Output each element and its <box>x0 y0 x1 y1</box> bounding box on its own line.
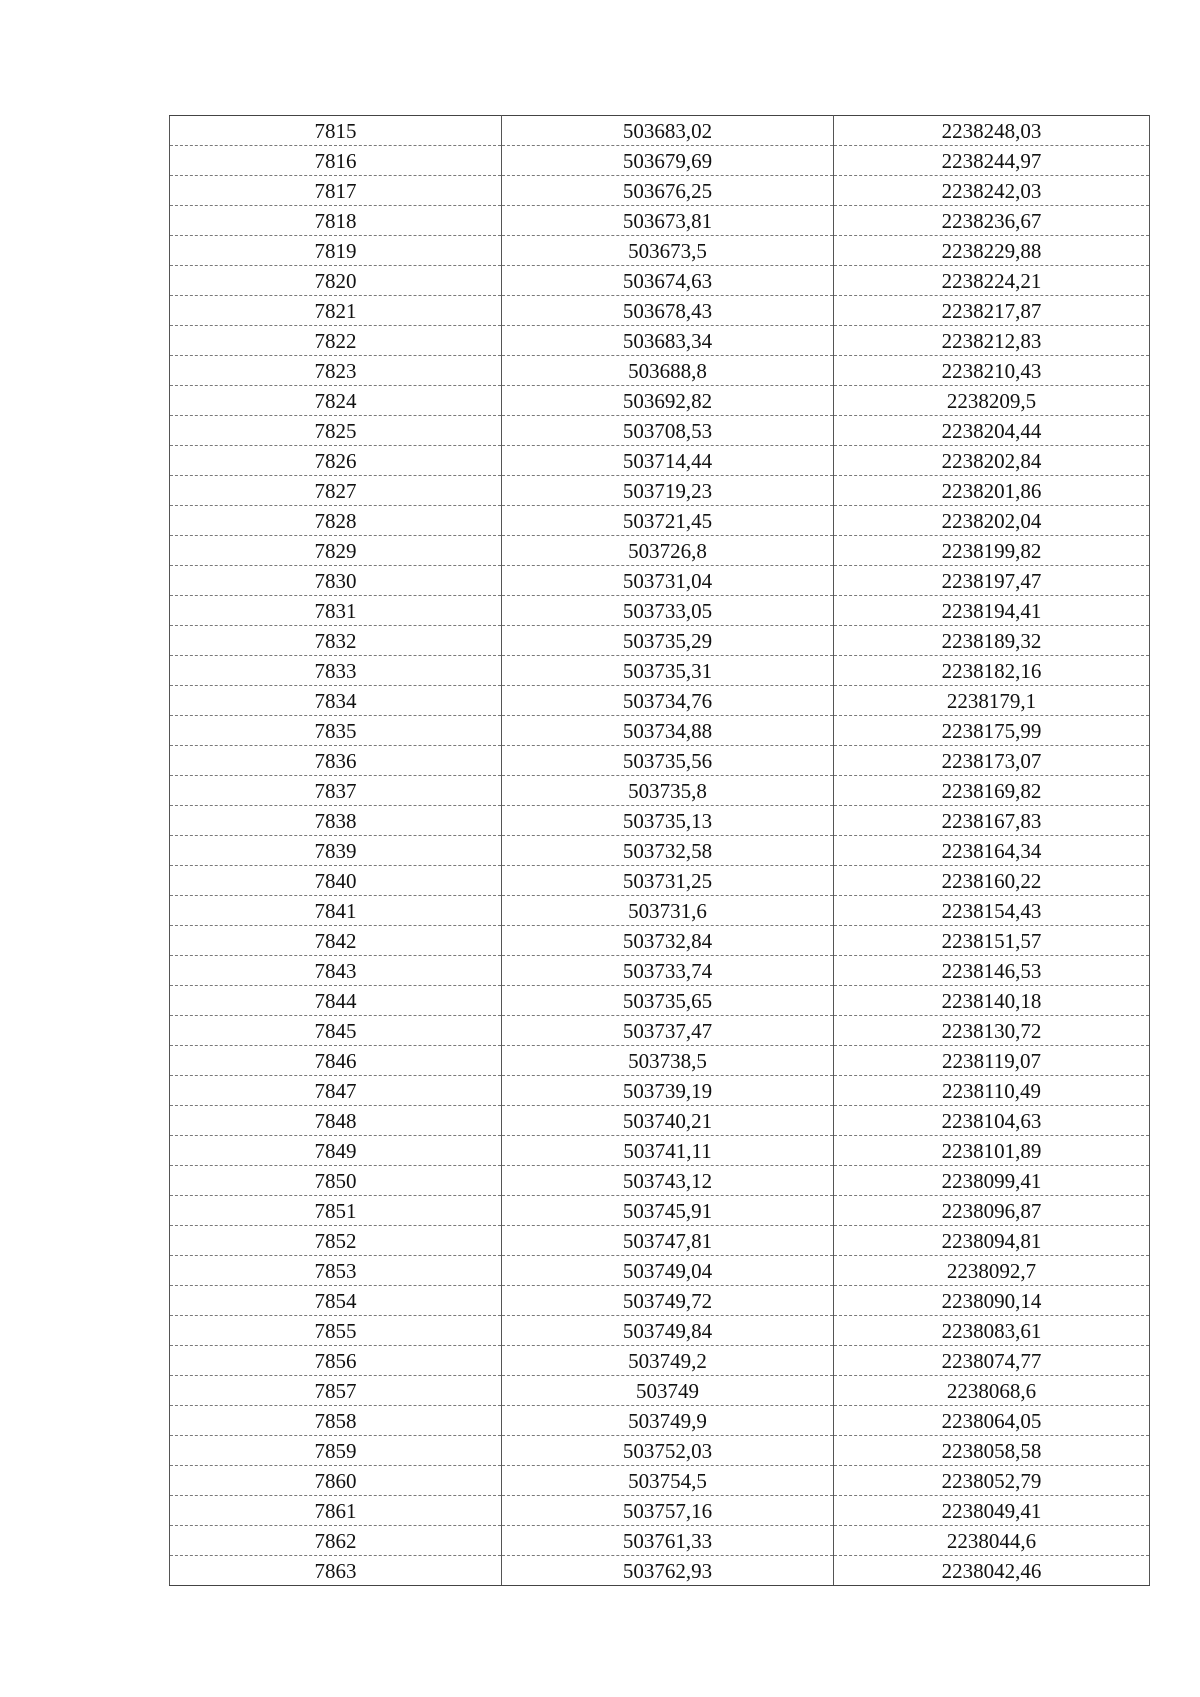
table-row <box>170 1376 1150 1406</box>
point-number-cell: 7833 <box>170 656 502 686</box>
point-number-cell: 7844 <box>170 986 502 1016</box>
point-number-cell: 7819 <box>170 236 502 266</box>
y-coordinate-cell: 2238130,72 <box>834 1016 1150 1046</box>
x-coordinate-cell: 503738,5 <box>502 1046 834 1076</box>
x-coordinate-cell: 503679,69 <box>502 146 834 176</box>
table-row <box>170 356 1150 386</box>
y-coordinate-cell: 2238044,6 <box>834 1526 1150 1556</box>
x-coordinate-cell: 503739,19 <box>502 1076 834 1106</box>
point-number-cell: 7845 <box>170 1016 502 1046</box>
table-row <box>170 1046 1150 1076</box>
x-coordinate-cell: 503726,8 <box>502 536 834 566</box>
point-number-cell: 7836 <box>170 746 502 776</box>
x-coordinate-cell: 503731,25 <box>502 866 834 896</box>
table-row <box>170 1436 1150 1466</box>
x-coordinate-cell: 503749,72 <box>502 1286 834 1316</box>
table-row <box>170 686 1150 716</box>
x-coordinate-cell: 503745,91 <box>502 1196 834 1226</box>
y-coordinate-cell: 2238212,83 <box>834 326 1150 356</box>
table-row <box>170 1016 1150 1046</box>
y-coordinate-cell: 2238199,82 <box>834 536 1150 566</box>
x-coordinate-cell: 503749 <box>502 1376 834 1406</box>
point-number-cell: 7823 <box>170 356 502 386</box>
table-row <box>170 1286 1150 1316</box>
y-coordinate-cell: 2238175,99 <box>834 716 1150 746</box>
x-coordinate-cell: 503741,11 <box>502 1136 834 1166</box>
x-coordinate-cell: 503740,21 <box>502 1106 834 1136</box>
x-coordinate-cell: 503735,31 <box>502 656 834 686</box>
y-coordinate-cell: 2238197,47 <box>834 566 1150 596</box>
y-coordinate-cell: 2238104,63 <box>834 1106 1150 1136</box>
table-row <box>170 956 1150 986</box>
point-number-cell: 7825 <box>170 416 502 446</box>
x-coordinate-cell: 503749,04 <box>502 1256 834 1286</box>
point-number-cell: 7849 <box>170 1136 502 1166</box>
point-number-cell: 7824 <box>170 386 502 416</box>
point-number-cell: 7841 <box>170 896 502 926</box>
x-coordinate-cell: 503673,5 <box>502 236 834 266</box>
y-coordinate-cell: 2238094,81 <box>834 1226 1150 1256</box>
x-coordinate-cell: 503732,58 <box>502 836 834 866</box>
table-row <box>170 1256 1150 1286</box>
table-row <box>170 656 1150 686</box>
y-coordinate-cell: 2238210,43 <box>834 356 1150 386</box>
y-coordinate-cell: 2238167,83 <box>834 806 1150 836</box>
x-coordinate-cell: 503737,47 <box>502 1016 834 1046</box>
point-number-cell: 7846 <box>170 1046 502 1076</box>
table-row <box>170 536 1150 566</box>
y-coordinate-cell: 2238083,61 <box>834 1316 1150 1346</box>
x-coordinate-cell: 503743,12 <box>502 1166 834 1196</box>
point-number-cell: 7835 <box>170 716 502 746</box>
x-coordinate-cell: 503714,44 <box>502 446 834 476</box>
y-coordinate-cell: 2238204,44 <box>834 416 1150 446</box>
table-row <box>170 296 1150 326</box>
table-row <box>170 1556 1150 1586</box>
point-number-cell: 7855 <box>170 1316 502 1346</box>
point-number-cell: 7838 <box>170 806 502 836</box>
x-coordinate-cell: 503747,81 <box>502 1226 834 1256</box>
point-number-cell: 7854 <box>170 1286 502 1316</box>
table-row <box>170 1226 1150 1256</box>
x-coordinate-cell: 503761,33 <box>502 1526 834 1556</box>
table-row <box>170 1106 1150 1136</box>
x-coordinate-cell: 503749,84 <box>502 1316 834 1346</box>
point-number-cell: 7832 <box>170 626 502 656</box>
x-coordinate-cell: 503752,03 <box>502 1436 834 1466</box>
y-coordinate-cell: 2238194,41 <box>834 596 1150 626</box>
x-coordinate-cell: 503734,76 <box>502 686 834 716</box>
y-coordinate-cell: 2238042,46 <box>834 1556 1150 1586</box>
table-row <box>170 476 1150 506</box>
point-number-cell: 7850 <box>170 1166 502 1196</box>
x-coordinate-cell: 503676,25 <box>502 176 834 206</box>
x-coordinate-cell: 503683,34 <box>502 326 834 356</box>
y-coordinate-cell: 2238179,1 <box>834 686 1150 716</box>
table-row <box>170 1526 1150 1556</box>
y-coordinate-cell: 2238140,18 <box>834 986 1150 1016</box>
table-row <box>170 326 1150 356</box>
point-number-cell: 7851 <box>170 1196 502 1226</box>
x-coordinate-cell: 503735,13 <box>502 806 834 836</box>
point-number-cell: 7828 <box>170 506 502 536</box>
point-number-cell: 7821 <box>170 296 502 326</box>
point-number-cell: 7852 <box>170 1226 502 1256</box>
point-number-cell: 7859 <box>170 1436 502 1466</box>
y-coordinate-cell: 2238068,6 <box>834 1376 1150 1406</box>
y-coordinate-cell: 2238202,84 <box>834 446 1150 476</box>
point-number-cell: 7848 <box>170 1106 502 1136</box>
y-coordinate-cell: 2238049,41 <box>834 1496 1150 1526</box>
y-coordinate-cell: 2238169,82 <box>834 776 1150 806</box>
point-number-cell: 7820 <box>170 266 502 296</box>
y-coordinate-cell: 2238096,87 <box>834 1196 1150 1226</box>
x-coordinate-cell: 503733,05 <box>502 596 834 626</box>
point-number-cell: 7861 <box>170 1496 502 1526</box>
y-coordinate-cell: 2238119,07 <box>834 1046 1150 1076</box>
y-coordinate-cell: 2238151,57 <box>834 926 1150 956</box>
table-row <box>170 896 1150 926</box>
x-coordinate-cell: 503733,74 <box>502 956 834 986</box>
table-row <box>170 386 1150 416</box>
point-number-cell: 7817 <box>170 176 502 206</box>
coordinates-table-body <box>170 116 1150 1586</box>
table-row <box>170 416 1150 446</box>
table-row <box>170 926 1150 956</box>
y-coordinate-cell: 2238092,7 <box>834 1256 1150 1286</box>
table-row <box>170 506 1150 536</box>
table-row <box>170 1196 1150 1226</box>
x-coordinate-cell: 503674,63 <box>502 266 834 296</box>
y-coordinate-cell: 2238217,87 <box>834 296 1150 326</box>
table-row <box>170 626 1150 656</box>
point-number-cell: 7830 <box>170 566 502 596</box>
x-coordinate-cell: 503678,43 <box>502 296 834 326</box>
y-coordinate-cell: 2238202,04 <box>834 506 1150 536</box>
y-coordinate-cell: 2238189,32 <box>834 626 1150 656</box>
y-coordinate-cell: 2238236,67 <box>834 206 1150 236</box>
point-number-cell: 7843 <box>170 956 502 986</box>
table-row <box>170 1316 1150 1346</box>
table-row <box>170 1406 1150 1436</box>
point-number-cell: 7853 <box>170 1256 502 1286</box>
table-row <box>170 266 1150 296</box>
point-number-cell: 7847 <box>170 1076 502 1106</box>
y-coordinate-cell: 2238201,86 <box>834 476 1150 506</box>
point-number-cell: 7837 <box>170 776 502 806</box>
y-coordinate-cell: 2238173,07 <box>834 746 1150 776</box>
x-coordinate-cell: 503762,93 <box>502 1556 834 1586</box>
table-row <box>170 716 1150 746</box>
x-coordinate-cell: 503735,56 <box>502 746 834 776</box>
y-coordinate-cell: 2238154,43 <box>834 896 1150 926</box>
y-coordinate-cell: 2238099,41 <box>834 1166 1150 1196</box>
table-row <box>170 236 1150 266</box>
table-row <box>170 1136 1150 1166</box>
point-number-cell: 7827 <box>170 476 502 506</box>
y-coordinate-cell: 2238224,21 <box>834 266 1150 296</box>
point-number-cell: 7856 <box>170 1346 502 1376</box>
point-number-cell: 7818 <box>170 206 502 236</box>
table-row <box>170 746 1150 776</box>
y-coordinate-cell: 2238110,49 <box>834 1076 1150 1106</box>
table-row <box>170 596 1150 626</box>
y-coordinate-cell: 2238182,16 <box>834 656 1150 686</box>
table-row <box>170 566 1150 596</box>
table-row <box>170 836 1150 866</box>
y-coordinate-cell: 2238229,88 <box>834 236 1150 266</box>
x-coordinate-cell: 503734,88 <box>502 716 834 746</box>
point-number-cell: 7842 <box>170 926 502 956</box>
table-row <box>170 1496 1150 1526</box>
point-number-cell: 7839 <box>170 836 502 866</box>
y-coordinate-cell: 2238074,77 <box>834 1346 1150 1376</box>
x-coordinate-cell: 503749,2 <box>502 1346 834 1376</box>
x-coordinate-cell: 503735,29 <box>502 626 834 656</box>
table-row <box>170 146 1150 176</box>
table-row <box>170 776 1150 806</box>
x-coordinate-cell: 503719,23 <box>502 476 834 506</box>
y-coordinate-cell: 2238244,97 <box>834 146 1150 176</box>
table-row <box>170 116 1150 146</box>
y-coordinate-cell: 2238146,53 <box>834 956 1150 986</box>
x-coordinate-cell: 503683,02 <box>502 116 834 146</box>
point-number-cell: 7857 <box>170 1376 502 1406</box>
table-row <box>170 1166 1150 1196</box>
y-coordinate-cell: 2238090,14 <box>834 1286 1150 1316</box>
y-coordinate-cell: 2238160,22 <box>834 866 1150 896</box>
y-coordinate-cell: 2238052,79 <box>834 1466 1150 1496</box>
table-row <box>170 1346 1150 1376</box>
y-coordinate-cell: 2238242,03 <box>834 176 1150 206</box>
point-number-cell: 7858 <box>170 1406 502 1436</box>
table-row <box>170 446 1150 476</box>
y-coordinate-cell: 2238101,89 <box>834 1136 1150 1166</box>
x-coordinate-cell: 503688,8 <box>502 356 834 386</box>
table-row <box>170 1076 1150 1106</box>
point-number-cell: 7822 <box>170 326 502 356</box>
table-row <box>170 206 1150 236</box>
x-coordinate-cell: 503731,6 <box>502 896 834 926</box>
table-row <box>170 866 1150 896</box>
coordinates-table <box>169 115 1150 1586</box>
point-number-cell: 7863 <box>170 1556 502 1586</box>
y-coordinate-cell: 2238064,05 <box>834 1406 1150 1436</box>
x-coordinate-cell: 503692,82 <box>502 386 834 416</box>
y-coordinate-cell: 2238058,58 <box>834 1436 1150 1466</box>
y-coordinate-cell: 2238209,5 <box>834 386 1150 416</box>
x-coordinate-cell: 503673,81 <box>502 206 834 236</box>
table-row <box>170 806 1150 836</box>
x-coordinate-cell: 503732,84 <box>502 926 834 956</box>
table-row <box>170 1466 1150 1496</box>
y-coordinate-cell: 2238164,34 <box>834 836 1150 866</box>
x-coordinate-cell: 503754,5 <box>502 1466 834 1496</box>
x-coordinate-cell: 503735,8 <box>502 776 834 806</box>
x-coordinate-cell: 503735,65 <box>502 986 834 1016</box>
point-number-cell: 7834 <box>170 686 502 716</box>
point-number-cell: 7829 <box>170 536 502 566</box>
point-number-cell: 7815 <box>170 116 502 146</box>
point-number-cell: 7860 <box>170 1466 502 1496</box>
point-number-cell: 7840 <box>170 866 502 896</box>
point-number-cell: 7826 <box>170 446 502 476</box>
point-number-cell: 7816 <box>170 146 502 176</box>
x-coordinate-cell: 503757,16 <box>502 1496 834 1526</box>
table-row <box>170 986 1150 1016</box>
x-coordinate-cell: 503708,53 <box>502 416 834 446</box>
x-coordinate-cell: 503721,45 <box>502 506 834 536</box>
point-number-cell: 7862 <box>170 1526 502 1556</box>
x-coordinate-cell: 503749,9 <box>502 1406 834 1436</box>
y-coordinate-cell: 2238248,03 <box>834 116 1150 146</box>
x-coordinate-cell: 503731,04 <box>502 566 834 596</box>
point-number-cell: 7831 <box>170 596 502 626</box>
table-row <box>170 176 1150 206</box>
